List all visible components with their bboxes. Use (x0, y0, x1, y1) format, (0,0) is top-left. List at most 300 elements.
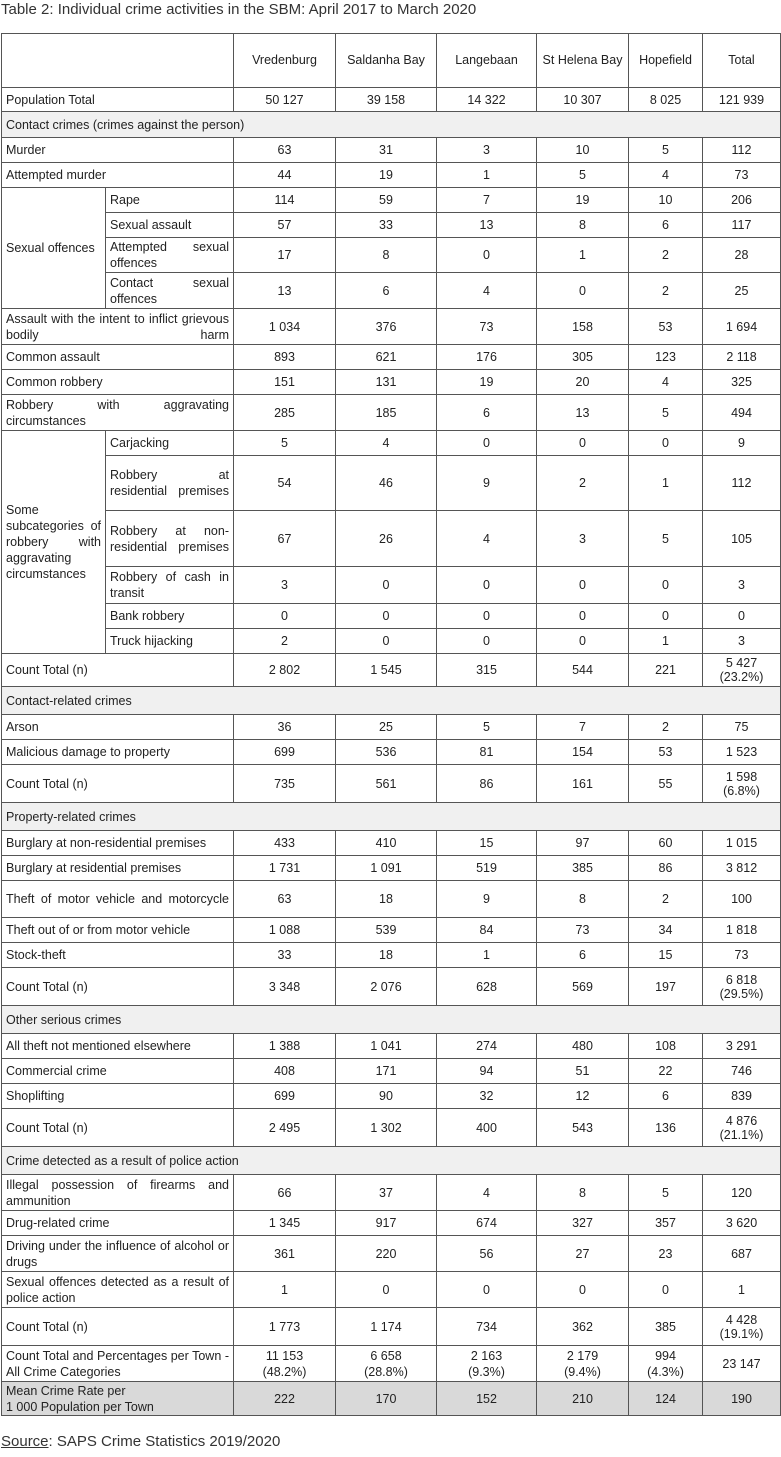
table-row (2, 1211, 781, 1236)
firearms-label: Illegal possession of firearms and ammunition (2, 1175, 234, 1211)
section-row (2, 1006, 781, 1034)
count-contact-value-1: 1 545 (336, 654, 437, 687)
table-row (2, 567, 781, 604)
total-value: 6 818 (725, 972, 758, 987)
table-row (2, 309, 781, 345)
carjacking-value-5: 9 (703, 431, 781, 456)
count-police-value-2: 734 (437, 1308, 537, 1346)
arson-value-5: 75 (703, 715, 781, 740)
common-assault-value-3: 305 (537, 345, 629, 370)
attempted-murder-value-3: 5 (537, 163, 629, 188)
carjacking-value-3: 0 (537, 431, 629, 456)
attempted-sexual-value-2: 0 (437, 238, 537, 273)
source-label: Source (1, 1433, 49, 1450)
arson-value-1: 25 (336, 715, 437, 740)
attempted-murder-value-0: 44 (234, 163, 336, 188)
table-row (2, 881, 781, 918)
attempted-murder-value-2: 1 (437, 163, 537, 188)
grand-total-sum: 23 147 (703, 1346, 781, 1382)
robbery-cash-value-2: 0 (437, 567, 537, 604)
population-value-3: 10 307 (537, 88, 629, 112)
total-value: 1 598 (725, 769, 758, 784)
table-row (2, 1034, 781, 1059)
count-police-total (703, 1308, 781, 1346)
malicious-value-5: 1 523 (703, 740, 781, 765)
section-row (2, 112, 781, 138)
burglary-nonres-value-5: 1 015 (703, 831, 781, 856)
robbery-res-value-1: 46 (336, 456, 437, 511)
truck-hijacking-value-4: 1 (629, 629, 703, 654)
count-contact-related-value-2: 86 (437, 765, 537, 803)
burglary-nonres-value-0: 433 (234, 831, 336, 856)
total-value: 5 427 (725, 656, 758, 670)
theft-vehicle-value-5: 100 (703, 881, 781, 918)
table-row (2, 1084, 781, 1109)
theft-vehicle-value-1: 18 (336, 881, 437, 918)
town-percent: (4.3%) (647, 1364, 684, 1379)
robbery-nonres-value-1: 26 (336, 511, 437, 567)
town-percent: (48.2%) (262, 1364, 307, 1379)
rape-value-5: 206 (703, 188, 781, 213)
truck-hijacking-value-0: 2 (234, 629, 336, 654)
count-contact-related-value-1: 561 (336, 765, 437, 803)
burglary-res-label: Burglary at residential premises (2, 856, 234, 881)
sexual-assault-value-4: 6 (629, 213, 703, 238)
malicious-label: Malicious damage to property (2, 740, 234, 765)
carjacking-value-0: 5 (234, 431, 336, 456)
common-robbery-value-5: 325 (703, 370, 781, 395)
table-row (2, 345, 781, 370)
common-robbery-value-1: 131 (336, 370, 437, 395)
contact-sexual-value-2: 4 (437, 273, 537, 309)
theft-out-value-3: 73 (537, 918, 629, 943)
arson-value-0: 36 (234, 715, 336, 740)
sexual-assault-label: Sexual assault (106, 213, 234, 238)
truck-hijacking-value-2: 0 (437, 629, 537, 654)
arson-value-2: 5 (437, 715, 537, 740)
count-other-value-1: 1 302 (336, 1109, 437, 1147)
town-count: 6 658 (370, 1348, 402, 1363)
robbery-res-value-4: 1 (629, 456, 703, 511)
contact-sexual-value-5: 25 (703, 273, 781, 309)
robbery-cash-value-0: 3 (234, 567, 336, 604)
all-theft-value-2: 274 (437, 1034, 537, 1059)
common-assault-value-5: 2 118 (703, 345, 781, 370)
source-note (1, 1432, 280, 1454)
robbery-res-value-0: 54 (234, 456, 336, 511)
theft-vehicle-value-4: 2 (629, 881, 703, 918)
drug-value-2: 674 (437, 1211, 537, 1236)
robbery-res-label: Robbery at residential premises (106, 456, 234, 511)
theft-out-value-4: 34 (629, 918, 703, 943)
malicious-value-0: 699 (234, 740, 336, 765)
common-assault-value-0: 893 (234, 345, 336, 370)
dui-label: Driving under the influence of alcohol or drugs (2, 1236, 234, 1272)
town-count: 11 153 (265, 1348, 304, 1363)
count-contact-value-0: 2 802 (234, 654, 336, 687)
total-percent: (21.1%) (719, 1127, 764, 1142)
commercial-value-1: 171 (336, 1059, 437, 1084)
section-other: Other serious crimes (2, 1006, 781, 1034)
count-contact-value-3: 544 (537, 654, 629, 687)
commercial-value-4: 22 (629, 1059, 703, 1084)
table-row (2, 370, 781, 395)
robbery-aggr-value-0: 285 (234, 395, 336, 431)
stock-theft-label: Stock-theft (2, 943, 234, 968)
population-value-5: 121 939 (703, 88, 781, 112)
shoplifting-value-3: 12 (537, 1084, 629, 1109)
town-percent: (28.8%) (364, 1364, 408, 1379)
firearms-value-0: 66 (234, 1175, 336, 1211)
common-assault-value-2: 176 (437, 345, 537, 370)
robbery-cash-value-3: 0 (537, 567, 629, 604)
truck-hijacking-value-3: 0 (537, 629, 629, 654)
stock-theft-value-2: 1 (437, 943, 537, 968)
shoplifting-value-4: 6 (629, 1084, 703, 1109)
sexual-police-value-5: 1 (703, 1272, 781, 1308)
count-property-value-0: 3 348 (234, 968, 336, 1006)
sexual-assault-value-1: 33 (336, 213, 437, 238)
rape-value-2: 7 (437, 188, 537, 213)
burglary-nonres-value-2: 15 (437, 831, 537, 856)
all-theft-value-5: 3 291 (703, 1034, 781, 1059)
count-total-row (2, 1308, 781, 1346)
dui-value-1: 220 (336, 1236, 437, 1272)
drug-label: Drug-related crime (2, 1211, 234, 1236)
all-theft-value-0: 1 388 (234, 1034, 336, 1059)
sexual-police-label: Sexual offences detected as a result of police action (2, 1272, 234, 1308)
assault-gbh-value-1: 376 (336, 309, 437, 345)
drug-value-5: 3 620 (703, 1211, 781, 1236)
drug-value-1: 917 (336, 1211, 437, 1236)
count-property-value-1: 2 076 (336, 968, 437, 1006)
mean-rate-value-0: 222 (234, 1382, 336, 1416)
sexual-assault-value-0: 57 (234, 213, 336, 238)
burglary-nonres-value-3: 97 (537, 831, 629, 856)
header-2: Langebaan (437, 34, 537, 88)
theft-vehicle-value-2: 9 (437, 881, 537, 918)
shoplifting-value-0: 699 (234, 1084, 336, 1109)
attempted-sexual-value-5: 28 (703, 238, 781, 273)
section-row (2, 687, 781, 715)
table-row (2, 943, 781, 968)
town-count: 2 179 (566, 1348, 599, 1363)
carjacking-label: Carjacking (106, 431, 234, 456)
all-theft-label: All theft not mentioned elsewhere (2, 1034, 234, 1059)
shoplifting-value-5: 839 (703, 1084, 781, 1109)
count-contact-related-value-4: 55 (629, 765, 703, 803)
count-total-row (2, 765, 781, 803)
rape-value-0: 114 (234, 188, 336, 213)
table-row (2, 831, 781, 856)
firearms-value-4: 5 (629, 1175, 703, 1211)
dui-value-4: 23 (629, 1236, 703, 1272)
table-row (2, 431, 781, 456)
total-percent: (29.5%) (719, 986, 764, 1001)
count-police-value-4: 385 (629, 1308, 703, 1346)
count-contact-related-label: Count Total (n) (2, 765, 234, 803)
sexual-police-value-3: 0 (537, 1272, 629, 1308)
table-row (2, 395, 781, 431)
table-row (2, 273, 781, 309)
count-total-row (2, 968, 781, 1006)
sexual-assault-value-5: 117 (703, 213, 781, 238)
contact-sexual-value-0: 13 (234, 273, 336, 309)
table-caption: Table 2: Individual crime activities in the SBM: April 2017 to March 2020 (1, 1, 477, 18)
header-4: Hopefield (629, 34, 703, 88)
theft-out-value-5: 1 818 (703, 918, 781, 943)
murder-value-4: 5 (629, 138, 703, 163)
mean-label-line: 1 000 Population per Town (6, 1399, 154, 1414)
shoplifting-label: Shoplifting (2, 1084, 234, 1109)
total-value: 4 876 (725, 1113, 758, 1128)
stock-theft-value-5: 73 (703, 943, 781, 968)
firearms-value-2: 4 (437, 1175, 537, 1211)
mean-rate-row (2, 1382, 781, 1416)
mean-rate-value-2: 152 (437, 1382, 537, 1416)
count-contact-value-4: 221 (629, 654, 703, 687)
robbery-nonres-label: Robbery at non-residential premises (106, 511, 234, 567)
burglary-res-value-1: 1 091 (336, 856, 437, 881)
burglary-res-value-3: 385 (537, 856, 629, 881)
count-other-value-0: 2 495 (234, 1109, 336, 1147)
count-property-total (703, 968, 781, 1006)
robbery-cash-label: Robbery of cash in transit (106, 567, 234, 604)
rape-value-3: 19 (537, 188, 629, 213)
count-other-value-3: 543 (537, 1109, 629, 1147)
truck-hijacking-value-5: 3 (703, 629, 781, 654)
grand-total-row (2, 1346, 781, 1382)
mean-rate-value-4: 124 (629, 1382, 703, 1416)
population-value-2: 14 322 (437, 88, 537, 112)
source-text: : SAPS Crime Statistics 2019/2020 (48, 1433, 281, 1450)
sexual-police-value-2: 0 (437, 1272, 537, 1308)
stock-theft-value-1: 18 (336, 943, 437, 968)
table-row (2, 213, 781, 238)
town-count: 994 (655, 1348, 676, 1363)
robbery-aggr-label: Robbery with aggravating circumstances (2, 395, 234, 431)
common-robbery-value-0: 151 (234, 370, 336, 395)
contact-sexual-label: Contact sexual offences (106, 273, 234, 309)
town-count: 2 163 (470, 1348, 503, 1363)
bank-robbery-value-2: 0 (437, 604, 537, 629)
carjacking-value-4: 0 (629, 431, 703, 456)
attempted-sexual-label: Attempted sexual offences (106, 238, 234, 273)
count-contact-label: Count Total (n) (2, 654, 234, 687)
rape-value-4: 10 (629, 188, 703, 213)
commercial-value-3: 51 (537, 1059, 629, 1084)
robbery-nonres-value-4: 5 (629, 511, 703, 567)
mean-rate-value-5: 190 (703, 1382, 781, 1416)
total-percent: (19.1%) (719, 1326, 764, 1341)
commercial-value-5: 746 (703, 1059, 781, 1084)
sexual-group-group-label: Sexual offences (2, 188, 106, 309)
attempted-sexual-value-4: 2 (629, 238, 703, 273)
header-5: Total (703, 34, 781, 88)
sexual-police-value-0: 1 (234, 1272, 336, 1308)
mean-rate-value-3: 210 (537, 1382, 629, 1416)
common-robbery-value-2: 19 (437, 370, 537, 395)
header-1: Saldanha Bay (336, 34, 437, 88)
table-row (2, 740, 781, 765)
count-contact-related-value-0: 735 (234, 765, 336, 803)
header-3: St Helena Bay (537, 34, 629, 88)
burglary-res-value-0: 1 731 (234, 856, 336, 881)
table-row (2, 1272, 781, 1308)
common-assault-value-4: 123 (629, 345, 703, 370)
robbery-nonres-value-5: 105 (703, 511, 781, 567)
contact-sexual-value-1: 6 (336, 273, 437, 309)
truck-hijacking-label: Truck hijacking (106, 629, 234, 654)
theft-vehicle-value-0: 63 (234, 881, 336, 918)
count-total-row (2, 654, 781, 687)
assault-gbh-value-5: 1 694 (703, 309, 781, 345)
all-theft-value-4: 108 (629, 1034, 703, 1059)
bank-robbery-value-0: 0 (234, 604, 336, 629)
robbery-aggr-value-1: 185 (336, 395, 437, 431)
sexual-assault-value-2: 13 (437, 213, 537, 238)
firearms-value-3: 8 (537, 1175, 629, 1211)
crime-table (1, 33, 781, 1416)
table-row (2, 715, 781, 740)
attempted-sexual-value-3: 1 (537, 238, 629, 273)
robbery-cash-value-5: 3 (703, 567, 781, 604)
murder-value-2: 3 (437, 138, 537, 163)
drug-value-3: 327 (537, 1211, 629, 1236)
attempted-murder-value-4: 4 (629, 163, 703, 188)
theft-out-value-1: 539 (336, 918, 437, 943)
count-property-value-3: 569 (537, 968, 629, 1006)
robbery-res-value-3: 2 (537, 456, 629, 511)
town-percent: (9.3%) (468, 1364, 505, 1379)
shoplifting-value-2: 32 (437, 1084, 537, 1109)
stock-theft-value-0: 33 (234, 943, 336, 968)
grand-total-value-1 (336, 1346, 437, 1382)
assault-gbh-value-3: 158 (537, 309, 629, 345)
assault-gbh-label: Assault with the intent to inflict grievous bodily harm (2, 309, 234, 345)
robbery-nonres-value-3: 3 (537, 511, 629, 567)
table-row (2, 629, 781, 654)
arson-value-4: 2 (629, 715, 703, 740)
section-row (2, 1147, 781, 1175)
carjacking-value-1: 4 (336, 431, 437, 456)
count-other-value-4: 136 (629, 1109, 703, 1147)
count-contact-total (703, 654, 781, 687)
theft-vehicle-label: Theft of motor vehicle and motorcycle (2, 881, 234, 918)
section-contact: Contact crimes (crimes against the person) (2, 112, 781, 138)
section-row (2, 803, 781, 831)
grand-total-value-4 (629, 1346, 703, 1382)
grand-total-value-0 (234, 1346, 336, 1382)
robbery-group-group-label: Some subcategories of robbery with aggravating circumstances (2, 431, 106, 654)
table-row (2, 511, 781, 567)
mean-label-line: Mean Crime Rate per (6, 1383, 126, 1398)
bank-robbery-value-5: 0 (703, 604, 781, 629)
table-row (2, 188, 781, 213)
count-police-label: Count Total (n) (2, 1308, 234, 1346)
robbery-aggr-value-5: 494 (703, 395, 781, 431)
count-other-total (703, 1109, 781, 1147)
count-police-value-1: 1 174 (336, 1308, 437, 1346)
assault-gbh-value-0: 1 034 (234, 309, 336, 345)
robbery-aggr-value-4: 5 (629, 395, 703, 431)
robbery-aggr-value-3: 13 (537, 395, 629, 431)
theft-vehicle-value-3: 8 (537, 881, 629, 918)
population-value-1: 39 158 (336, 88, 437, 112)
count-property-value-2: 628 (437, 968, 537, 1006)
robbery-nonres-value-0: 67 (234, 511, 336, 567)
section-contact-related: Contact-related crimes (2, 687, 781, 715)
total-value: 4 428 (725, 1312, 758, 1327)
assault-gbh-value-4: 53 (629, 309, 703, 345)
table-row (2, 604, 781, 629)
mean-rate-label (2, 1382, 234, 1416)
section-property: Property-related crimes (2, 803, 781, 831)
count-other-label: Count Total (n) (2, 1109, 234, 1147)
table-row (2, 1059, 781, 1084)
table-row (2, 238, 781, 273)
murder-value-1: 31 (336, 138, 437, 163)
table-row (2, 163, 781, 188)
robbery-res-value-5: 112 (703, 456, 781, 511)
mean-rate-value-1: 170 (336, 1382, 437, 1416)
theft-out-value-0: 1 088 (234, 918, 336, 943)
dui-value-0: 361 (234, 1236, 336, 1272)
contact-sexual-value-3: 0 (537, 273, 629, 309)
common-robbery-value-3: 20 (537, 370, 629, 395)
header-row (2, 34, 781, 88)
malicious-value-1: 536 (336, 740, 437, 765)
table-row (2, 88, 781, 112)
grand-total-value-2 (437, 1346, 537, 1382)
table-row (2, 1236, 781, 1272)
common-assault-label: Common assault (2, 345, 234, 370)
sexual-police-value-4: 0 (629, 1272, 703, 1308)
count-contact-related-value-3: 161 (537, 765, 629, 803)
sexual-police-value-1: 0 (336, 1272, 437, 1308)
stock-theft-value-4: 15 (629, 943, 703, 968)
count-property-label: Count Total (n) (2, 968, 234, 1006)
count-contact-related-total (703, 765, 781, 803)
common-robbery-label: Common robbery (2, 370, 234, 395)
population-value-4: 8 025 (629, 88, 703, 112)
all-theft-value-1: 1 041 (336, 1034, 437, 1059)
table-row (2, 918, 781, 943)
contact-sexual-value-4: 2 (629, 273, 703, 309)
grand-total-label: Count Total and Percentages per Town - All Crime Categories (2, 1346, 234, 1382)
count-other-value-2: 400 (437, 1109, 537, 1147)
table-row (2, 1175, 781, 1211)
count-total-row (2, 1109, 781, 1147)
population-label: Population Total (2, 88, 234, 112)
bank-robbery-label: Bank robbery (106, 604, 234, 629)
attempted-sexual-value-0: 17 (234, 238, 336, 273)
count-police-value-0: 1 773 (234, 1308, 336, 1346)
dui-value-2: 56 (437, 1236, 537, 1272)
count-police-value-3: 362 (537, 1308, 629, 1346)
attempted-sexual-value-1: 8 (336, 238, 437, 273)
count-contact-value-2: 315 (437, 654, 537, 687)
truck-hijacking-value-1: 0 (336, 629, 437, 654)
burglary-nonres-value-1: 410 (336, 831, 437, 856)
stock-theft-value-3: 6 (537, 943, 629, 968)
malicious-value-3: 154 (537, 740, 629, 765)
arson-value-3: 7 (537, 715, 629, 740)
drug-value-0: 1 345 (234, 1211, 336, 1236)
dui-value-5: 687 (703, 1236, 781, 1272)
common-assault-value-1: 621 (336, 345, 437, 370)
arson-label: Arson (2, 715, 234, 740)
